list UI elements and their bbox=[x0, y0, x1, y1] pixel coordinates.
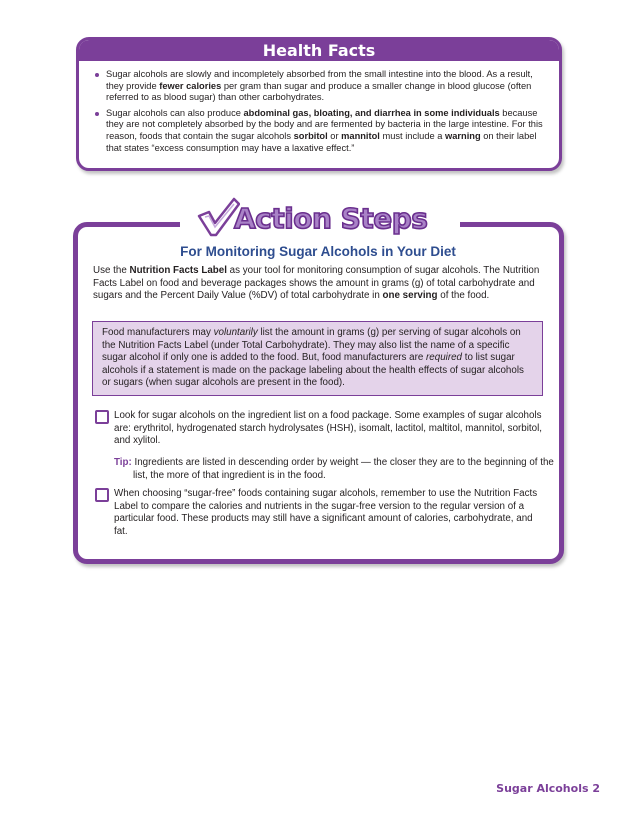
checkbox-icon[interactable] bbox=[95, 488, 109, 502]
text: Food manufacturers may bbox=[102, 327, 214, 338]
bold-text: mannitol bbox=[341, 130, 380, 141]
text: per gram than sugar and produce a smaller change in blood glucose (often referred to as blood sugar) than other carbohydrates. bbox=[106, 80, 532, 103]
tip-note bbox=[114, 457, 563, 482]
health-fact-item bbox=[95, 69, 549, 104]
health-facts-list bbox=[79, 61, 559, 154]
bold-text: Nutrition Facts Label bbox=[129, 265, 227, 276]
bold-text: sorbitol bbox=[293, 130, 328, 141]
text: as your tool for monitoring consumption of sugar alcohols. The Nutrition Facts Label on food and beverage packages shows the amount in grams (g) of total carbohydrate and sugars and the Percent Daily Value (%DV) of total carbohydrate in bbox=[93, 265, 540, 302]
bullet-dot bbox=[95, 73, 99, 77]
bold-text: warning bbox=[445, 130, 481, 141]
text: Sugar alcohols can also produce bbox=[106, 107, 244, 118]
text: to list sugar alcohols if a statement is made on the package labeling about the health effects of sugar alcohols or sugars (when sugar alcohols are present in the food). bbox=[102, 352, 524, 389]
intro-paragraph bbox=[93, 265, 543, 303]
text: because they are not completely absorbed by the body and are fermented by bacteria in the large intestine. For this reason, foods that contain the sugar alcohols bbox=[106, 107, 543, 141]
step-text: Look for sugar alcohols on the ingredient list on a food package. Some examples of sugar alcohols are: erythritol, hydrogenated starch hydrolysates (HSH), isomalt, lactitol, maltitol, mannitol, sorbitol, and xylitol. bbox=[114, 410, 542, 447]
text: list the amount in grams (g) per serving of sugar alcohols on the Nutrition Facts Label (under Total Carbohydrate). They may also list the name of a specific sugar alcohol if only one is added to the food. But, food manufacturers are bbox=[102, 327, 521, 364]
bullet-dot bbox=[95, 112, 99, 116]
action-step-sugar-free bbox=[95, 488, 543, 538]
step-text: When choosing “sugar-free” foods containing sugar alcohols, remember to use the Nutrition Facts Label to compare the calories and nutrients in the sugar-free version to the regular version of a particular food. These products may still have a significant amount of calories, carbohydrate, and fat. bbox=[114, 488, 538, 537]
tip-label: Tip: bbox=[114, 457, 132, 468]
text: or bbox=[327, 130, 342, 141]
bold-text: abdominal gas, bloating, and diarrhea in some individuals bbox=[243, 107, 500, 118]
health-facts-title: Health Facts bbox=[79, 40, 559, 61]
tip-text: Ingredients are listed in descending order by weight — the closer they are to the beginning of the list, the more of that ingredient is in the food. bbox=[131, 457, 554, 481]
text: of the food. bbox=[437, 290, 490, 302]
health-facts-box bbox=[76, 37, 562, 171]
checkbox-icon[interactable] bbox=[95, 410, 109, 424]
italic-text: voluntarily bbox=[213, 327, 258, 338]
text: on their label that states “excess consumption may have a laxative effect.” bbox=[106, 130, 537, 153]
bold-text: one serving bbox=[382, 290, 438, 302]
bold-text: fewer calories bbox=[159, 80, 222, 91]
text: must include a bbox=[379, 130, 446, 141]
action-steps-title: Action Steps bbox=[234, 202, 428, 235]
health-fact-item bbox=[95, 108, 549, 154]
text: Use the bbox=[93, 265, 130, 276]
page-footer: Sugar Alcohols 2 bbox=[496, 782, 600, 795]
manufacturer-note-callout bbox=[92, 321, 543, 396]
italic-text: required bbox=[426, 352, 462, 364]
action-step-ingredients bbox=[95, 410, 543, 448]
text: Sugar alcohols are slowly and incompletely absorbed from the small intestine into the blood. As a result, they provide bbox=[106, 69, 533, 91]
action-steps-subtitle: For Monitoring Sugar Alcohols in Your Diet bbox=[180, 244, 456, 259]
